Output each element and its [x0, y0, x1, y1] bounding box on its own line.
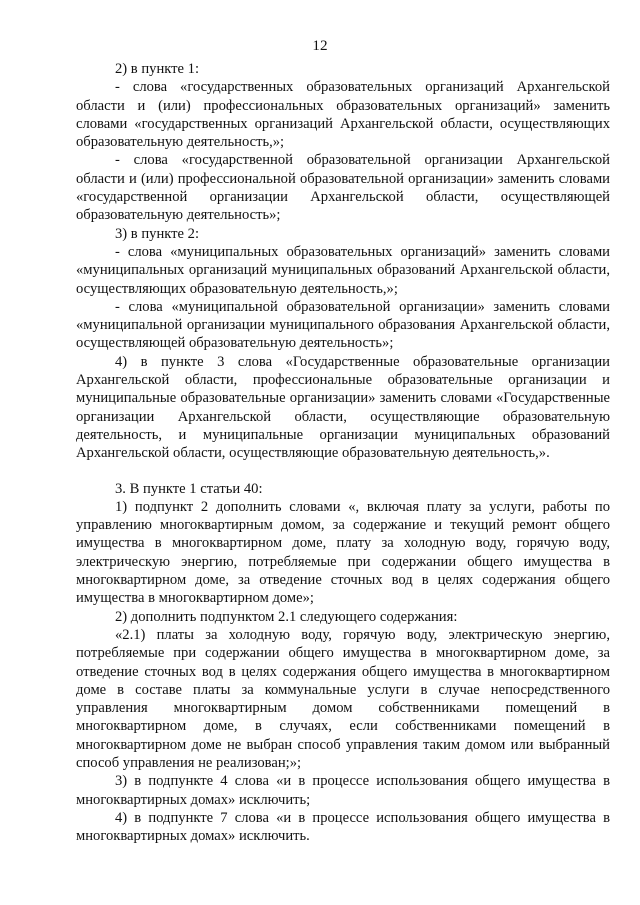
paragraph-subitem-4: 4) в подпункте 7 слова «и в процессе использования общего имущества в многоквартирных домах» исключить. — [76, 809, 610, 845]
paragraph-item-3-heading: 3) в пункте 2: — [115, 225, 200, 242]
section-gap — [76, 463, 610, 480]
paragraph-section-3-heading: 3. В пункте 1 статьи 40: — [115, 480, 263, 497]
paragraph-item-3-bullet-1: - слова «муниципальных образовательных организаций» заменить словами «муниципальных организаций муниципальных образований Архангельской области, осуществляющих образовательную деятельность,»; — [76, 243, 610, 297]
paragraph-item-4: 4) в пункте 3 слова «Государственные образовательные организации Архангельской области, профессиональные образовательные организации и муниципальные образовательные организации» заменить словами «Государственные организации Архангельской области, осуществляющие образовательную деятельность, и муниципальные организации муниципальных образований Архангельской области, осуществляющие образовательную деятельность,». — [76, 353, 610, 462]
paragraph-item-2-bullet-2: - слова «государственной образовательной организации Архангельской области и (или) профессиональной образовательной организации» заменить словами «государственной организации Архангельской области, осуществляющей образовательную деятельность»; — [76, 152, 610, 224]
paragraph-item-2-bullet-1: - слова «государственных образовательных организаций Архангельской области и (или) профессиональных образовательных организаций» заменить словами «государственных организаций Архангельской области, осуществляющих образовательную деятельность,»; — [76, 79, 610, 151]
document-body — [76, 60, 610, 845]
paragraph-subitem-2-1: «2.1) платы за холодную воду, горячую воду, электрическую энергию, потребляемые при содержании общего имущества в многоквартирном доме, за отведение сточных вод в целях содержания общего имущества в многоквартирном доме в составе платы за коммунальные услуги в случае непосредственного управления многоквартирным домом собственниками помещений в многоквартирном доме, в случаях, если собственниками помещений в многоквартирном доме не выбран способ управления таким домом или выбранный способ управления не реализован;»; — [76, 626, 610, 771]
page-number: 12 — [312, 37, 328, 54]
paragraph-subitem-2: 2) дополнить подпунктом 2.1 следующего содержания: — [115, 608, 458, 625]
paragraph-subitem-3: 3) в подпункте 4 слова «и в процессе использования общего имущества в многоквартирных домах» исключить; — [76, 773, 610, 808]
paragraph-item-2-heading: 2) в пункте 1: — [115, 61, 200, 77]
paragraph-subitem-1: 1) подпункт 2 дополнить словами «, включая плату за услуги, работы по управлению многоквартирным домом, за содержание и текущий ремонт общего имущества в многоквартирном доме, плату за холодную воду, горячую воду, электрическую энергию, потребляемые при содержании общего имущества в многоквартирном доме, за отведение сточных вод в целях содержания общего имущества в многоквартирном доме»; — [76, 498, 610, 607]
paragraph-item-3-bullet-2: - слова «муниципальной образовательной организации» заменить словами «муниципальной организации муниципального образования Архангельской области, осуществляющей образовательную деятельность»; — [76, 298, 610, 352]
